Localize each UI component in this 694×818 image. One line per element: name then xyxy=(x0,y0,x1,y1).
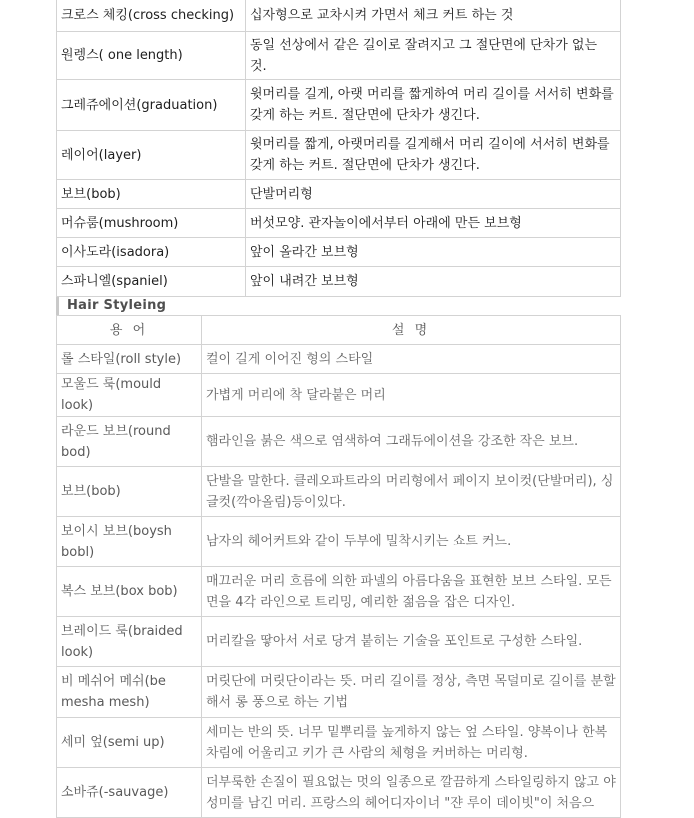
description-cell: 단발을 말한다. 클레오파트라의 머리형에서 페이지 보이컷(단발머리), 싱글컷(깍아올림)등이있다. xyxy=(202,467,621,517)
description-column-header: 설 명 xyxy=(202,316,621,345)
table-row xyxy=(57,80,621,131)
term-cell: 스파니엘(spaniel) xyxy=(57,267,246,297)
description-cell: 동일 선상에서 같은 길이로 잘려지고 그 절단면에 단차가 없는 것. xyxy=(246,32,621,80)
table-row xyxy=(57,374,621,417)
description-cell: 십자형으로 교차시켜 가면서 체크 커트 하는 것 xyxy=(246,0,621,32)
table-row xyxy=(57,267,621,297)
table-row xyxy=(57,467,621,517)
term-cell: 보브(bob) xyxy=(57,180,246,209)
table-header-row xyxy=(57,316,621,345)
description-cell: 매끄러운 머리 흐름에 의한 파넬의 아름다움을 표현한 보브 스타일. 모든 면을 4각 라인으로 트리밍, 예리한 젊음을 잡은 디자인. xyxy=(202,567,621,617)
table-row xyxy=(57,617,621,667)
term-cell: 머슈룸(mushroom) xyxy=(57,209,246,238)
table-row xyxy=(57,180,621,209)
term-cell: 보이시 보브(boysh bobl) xyxy=(57,517,202,567)
description-cell: 머릿단에 머릿단이라는 뜻. 머리 길이를 정상, 측면 목덜미로 길이를 분할해서 롱 풍으로 하는 기법 xyxy=(202,667,621,718)
hair-styling-table xyxy=(56,315,621,818)
table-row xyxy=(57,209,621,238)
term-cell: 브레이드 룩(braided look) xyxy=(57,617,202,667)
term-cell: 보브(bob) xyxy=(57,467,202,517)
description-cell: 앞이 올라간 보브형 xyxy=(246,238,621,267)
description-cell: 윗머리를 길게, 아랫 머리를 짧게하여 머리 길이를 서서히 변화를 갖게 하는 커트. 절단면에 단차가 생긴다. xyxy=(246,80,621,131)
term-cell: 이사도라(isadora) xyxy=(57,238,246,267)
description-cell: 남자의 헤어커트와 같이 두부에 밀착시키는 쇼트 커느. xyxy=(202,517,621,567)
term-cell: 롤 스타일(roll style) xyxy=(57,345,202,374)
term-cell: 모울드 룩(mould look) xyxy=(57,374,202,417)
description-cell: 단발머리형 xyxy=(246,180,621,209)
description-cell: 세미는 반의 뜻. 너무 밑뿌리를 높게하지 않는 엎 스타일. 양복이나 한복 차림에 어울리고 키가 큰 사람의 체형을 커버하는 머리형. xyxy=(202,718,621,768)
term-cell: 그레쥬에이션(graduation) xyxy=(57,80,246,131)
table-row xyxy=(57,345,621,374)
term-cell: 비 메쉬어 메쉬(be mesha mesh) xyxy=(57,667,202,718)
table-row xyxy=(57,768,621,818)
table-row xyxy=(57,238,621,267)
description-cell: 머리칼을 땋아서 서로 당겨 붙히는 기술을 포인트로 구성한 스타일. xyxy=(202,617,621,667)
table-row xyxy=(57,517,621,567)
description-cell: 더부룩한 손질이 필요없는 멋의 일종으로 깔끔하게 스타일링하지 않고 야성미를 남긴 머리. 프랑스의 헤어디자이너 "쟌 루이 데이빗"이 처음으 xyxy=(202,768,621,818)
description-cell: 컬이 길게 이어진 형의 스타일 xyxy=(202,345,621,374)
table-row xyxy=(57,131,621,180)
description-cell: 가볍게 머리에 착 달라붙은 머리 xyxy=(202,374,621,417)
term-cell: 크로스 체킹(cross checking) xyxy=(57,0,246,32)
table-row xyxy=(57,667,621,718)
table-row xyxy=(57,0,621,32)
table-row xyxy=(57,417,621,467)
table-row xyxy=(57,718,621,768)
term-cell: 세미 엎(semi up) xyxy=(57,718,202,768)
cut-terms-table xyxy=(56,0,621,297)
term-cell: 라운드 보브(round bod) xyxy=(57,417,202,467)
description-cell: 윗머리를 짧게, 아랫머리를 길게해서 머리 길이에 서서히 변화를 갖게 하는 커트. 절단면에 단차가 생긴다. xyxy=(246,131,621,180)
description-cell: 앞이 내려간 보브형 xyxy=(246,267,621,297)
table-row xyxy=(57,32,621,80)
table-row xyxy=(57,567,621,617)
term-cell: 소바쥬(-sauvage) xyxy=(57,768,202,818)
term-cell: 레이어(layer) xyxy=(57,131,246,180)
term-column-header: 용 어 xyxy=(57,316,202,345)
section-title: Hair Styleing xyxy=(56,297,620,315)
description-cell: 햄라인을 붉은 색으로 염색하여 그래듀에이션을 강조한 작은 보브. xyxy=(202,417,621,467)
description-cell: 버섯모양. 관자놀이에서부터 아래에 만든 보브형 xyxy=(246,209,621,238)
term-cell: 복스 보브(box bob) xyxy=(57,567,202,617)
term-cell: 원렝스( one length) xyxy=(57,32,246,80)
